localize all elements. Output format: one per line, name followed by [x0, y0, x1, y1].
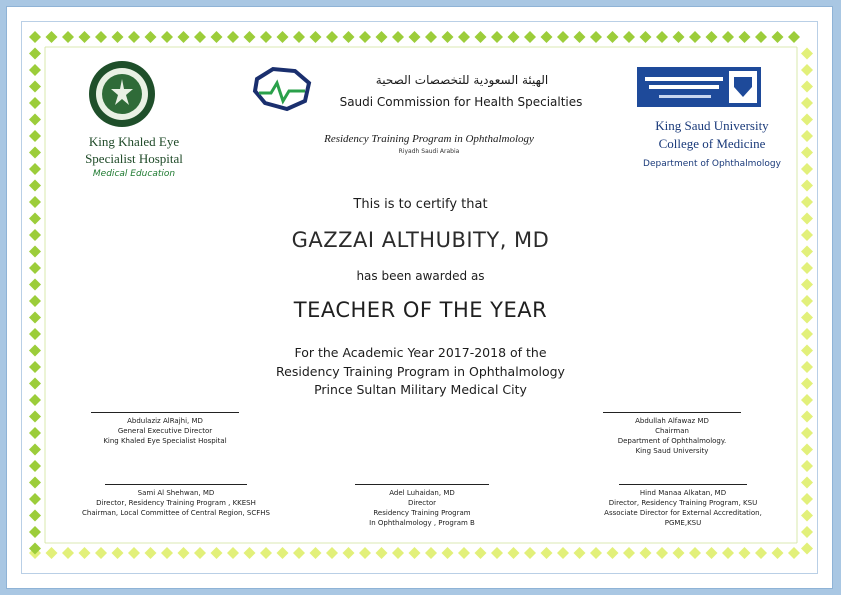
signatory-name: Abdullah Alfawaz MD: [635, 417, 709, 425]
border-diamond: [29, 477, 41, 489]
border-diamond: [801, 543, 813, 555]
border-diamond: [244, 31, 256, 43]
awarded-text: has been awarded as: [356, 269, 485, 283]
border-diamond: [62, 547, 74, 559]
border-diamond: [801, 526, 813, 538]
border-diamond: [194, 547, 206, 559]
border-diamond: [673, 547, 685, 559]
signatory-title: Department of Ophthalmology.: [617, 437, 727, 445]
signatory-name: Abdulaziz AlRajhi, MD: [127, 417, 203, 425]
border-diamond: [491, 31, 503, 43]
border-diamond: [590, 31, 602, 43]
scfhs-program: Residency Training Program in Ophthalmology: [324, 133, 534, 145]
scfhs-map-icon: [251, 63, 313, 115]
signature-line: [105, 484, 247, 485]
border-diamond: [722, 547, 734, 559]
border-diamond: [29, 114, 41, 126]
signature-line: [355, 484, 489, 485]
signature-line: [603, 412, 741, 413]
border-diamond: [801, 147, 813, 159]
border-diamond: [607, 547, 619, 559]
border-diamond: [145, 547, 157, 559]
ksu-name-line1: King Saud University: [655, 118, 769, 133]
border-diamond: [739, 31, 751, 43]
border-diamond: [801, 114, 813, 126]
signature-line: [619, 484, 747, 485]
border-diamond: [326, 31, 338, 43]
border-diamond: [145, 31, 157, 43]
scfhs-city: Riyadh Saudi Arabia: [398, 148, 460, 155]
border-diamond: [706, 31, 718, 43]
border-diamond: [491, 547, 503, 559]
signatory-title: Residency Training Program: [373, 509, 471, 517]
award-title: TEACHER OF THE YEAR: [293, 298, 548, 322]
border-diamond: [801, 180, 813, 192]
ksu-name-line2: College of Medicine: [658, 136, 766, 151]
border-diamond: [801, 427, 813, 439]
border-diamond: [277, 547, 289, 559]
border-diamond: [227, 31, 239, 43]
scfhs-english-name: Saudi Commission for Health Specialties: [339, 95, 583, 109]
signatory-title: Director, Residency Training Program , KKESH: [96, 499, 256, 507]
border-diamond: [801, 163, 813, 175]
border-diamond: [722, 31, 734, 43]
border-diamond: [95, 547, 107, 559]
border-diamond: [277, 31, 289, 43]
ksu-logo-icon: [635, 65, 763, 109]
kkesh-seal-icon: [87, 59, 157, 129]
border-diamond: [788, 31, 800, 43]
border-diamond: [359, 547, 371, 559]
border-diamond: [62, 31, 74, 43]
border-diamond: [541, 31, 553, 43]
border-diamond: [755, 31, 767, 43]
border-diamond: [392, 31, 404, 43]
border-diamond: [293, 31, 305, 43]
border-diamond: [95, 31, 107, 43]
border-diamond: [161, 31, 173, 43]
border-diamond: [211, 547, 223, 559]
signatory-title: King Khaled Eye Specialist Hospital: [103, 437, 227, 445]
kkesh-name-line1: King Khaled Eye: [88, 134, 180, 149]
signatory-title: Director, Residency Training Program, KSU: [608, 499, 758, 507]
border-diamond: [46, 31, 58, 43]
border-diamond: [29, 97, 41, 109]
border-diamond: [425, 547, 437, 559]
border-diamond: [29, 510, 41, 522]
border-diamond: [475, 547, 487, 559]
border-diamond: [557, 31, 569, 43]
recipient-name: GAZZAI ALTHUBITY, MD: [291, 228, 550, 252]
border-diamond: [801, 97, 813, 109]
border-diamond: [425, 31, 437, 43]
border-diamond: [801, 48, 813, 60]
signatory-title: Director: [407, 499, 437, 507]
border-diamond: [772, 547, 784, 559]
ksu-department: Department of Ophthalmology: [643, 159, 781, 169]
signatory-title: In Ophthalmology , Program B: [369, 519, 475, 527]
border-diamond: [260, 31, 272, 43]
border-diamond: [689, 31, 701, 43]
border-diamond: [376, 31, 388, 43]
border-diamond: [524, 547, 536, 559]
border-diamond: [29, 147, 41, 159]
border-diamond: [801, 328, 813, 340]
signatory-name: Adel Luhaidan, MD: [389, 489, 455, 497]
border-diamond: [640, 31, 652, 43]
border-diamond: [227, 547, 239, 559]
border-diamond: [29, 213, 41, 225]
border-diamond: [194, 31, 206, 43]
border-diamond: [29, 526, 41, 538]
border-diamond: [801, 493, 813, 505]
border-diamond: [508, 31, 520, 43]
border-diamond: [112, 31, 124, 43]
border-diamond: [475, 31, 487, 43]
signature-block: [355, 484, 489, 528]
border-diamond: [574, 547, 586, 559]
border-diamond: [293, 547, 305, 559]
border-diamond: [656, 31, 668, 43]
signature-block: [81, 484, 271, 518]
border-diamond: [623, 31, 635, 43]
signatory-title: Chairman: [655, 427, 689, 435]
border-diamond: [801, 477, 813, 489]
kkesh-subtitle: Medical Education: [92, 169, 176, 179]
border-diamond: [161, 547, 173, 559]
signature-line: [91, 412, 239, 413]
border-diamond: [310, 31, 322, 43]
border-diamond: [508, 547, 520, 559]
border-diamond: [29, 411, 41, 423]
border-diamond: [557, 547, 569, 559]
border-diamond: [29, 130, 41, 142]
border-diamond: [79, 31, 91, 43]
ksu-name: [627, 117, 797, 153]
border-diamond: [656, 547, 668, 559]
border-diamond: [79, 547, 91, 559]
border-diamond: [640, 547, 652, 559]
program-line: Residency Training Program in Ophthalmology: [276, 364, 565, 379]
border-diamond: [442, 547, 454, 559]
border-diamond: [607, 31, 619, 43]
border-diamond: [706, 547, 718, 559]
border-diamond: [29, 493, 41, 505]
certificate-frame: [6, 6, 833, 589]
border-diamond: [178, 547, 190, 559]
border-diamond: [310, 547, 322, 559]
border-diamond: [29, 163, 41, 175]
border-diamond: [29, 48, 41, 60]
border-diamond: [29, 427, 41, 439]
border-diamond: [689, 547, 701, 559]
border-diamond: [343, 31, 355, 43]
border-diamond: [623, 547, 635, 559]
border-diamond: [343, 547, 355, 559]
border-diamond: [376, 547, 388, 559]
signatory-title: PGME,KSU: [664, 519, 702, 527]
border-diamond: [442, 31, 454, 43]
border-diamond: [541, 547, 553, 559]
scfhs-arabic-name: الهيئة السعودية للتخصصات الصحية: [375, 73, 549, 87]
border-diamond: [458, 31, 470, 43]
border-diamond: [392, 547, 404, 559]
border-diamond: [29, 444, 41, 456]
border-diamond: [46, 547, 58, 559]
signature-block: [593, 484, 773, 528]
border-diamond: [112, 547, 124, 559]
border-diamond: [458, 547, 470, 559]
border-diamond: [739, 547, 751, 559]
border-diamond: [801, 411, 813, 423]
border-diamond: [128, 547, 140, 559]
border-diamond: [326, 547, 338, 559]
signatory-name: Hind Manaa Alkatan, MD: [639, 489, 727, 497]
border-diamond: [178, 31, 190, 43]
border-diamond: [359, 31, 371, 43]
border-diamond: [29, 64, 41, 76]
border-diamond: [574, 31, 586, 43]
border-diamond: [801, 213, 813, 225]
signatory-title: King Saud University: [635, 447, 709, 455]
border-diamond: [801, 510, 813, 522]
border-diamond: [29, 81, 41, 93]
border-diamond: [244, 547, 256, 559]
border-diamond: [801, 64, 813, 76]
border-diamond: [801, 81, 813, 93]
border-diamond: [801, 444, 813, 456]
border-diamond: [673, 31, 685, 43]
border-diamond: [590, 547, 602, 559]
border-diamond: [211, 31, 223, 43]
academic-year-line: For the Academic Year 2017-2018 of the: [294, 345, 547, 360]
border-diamond: [524, 31, 536, 43]
certify-text: This is to certify that: [353, 197, 488, 212]
kkesh-name-line2: Specialist Hospital: [85, 151, 183, 166]
border-diamond: [409, 31, 421, 43]
border-diamond: [801, 460, 813, 472]
border-diamond: [29, 328, 41, 340]
border-diamond: [29, 180, 41, 192]
signatory-title: Associate Director for External Accreditation,: [604, 509, 762, 517]
border-diamond: [260, 547, 272, 559]
border-diamond: [29, 31, 41, 43]
signature-block: [91, 412, 239, 446]
signatory-name: Sami Al Shehwan, MD: [137, 489, 215, 497]
border-diamond: [755, 547, 767, 559]
signatory-title: General Executive Director: [117, 427, 213, 435]
signature-block: [603, 412, 741, 456]
institution-line: Prince Sultan Military Medical City: [314, 382, 527, 397]
border-diamond: [29, 460, 41, 472]
border-diamond: [128, 31, 140, 43]
signatory-title: Chairman, Local Committee of Central Region, SCFHS: [82, 509, 270, 517]
border-diamond: [788, 547, 800, 559]
border-diamond: [801, 130, 813, 142]
kkesh-name: [59, 133, 209, 167]
border-diamond: [409, 547, 421, 559]
border-diamond: [772, 31, 784, 43]
